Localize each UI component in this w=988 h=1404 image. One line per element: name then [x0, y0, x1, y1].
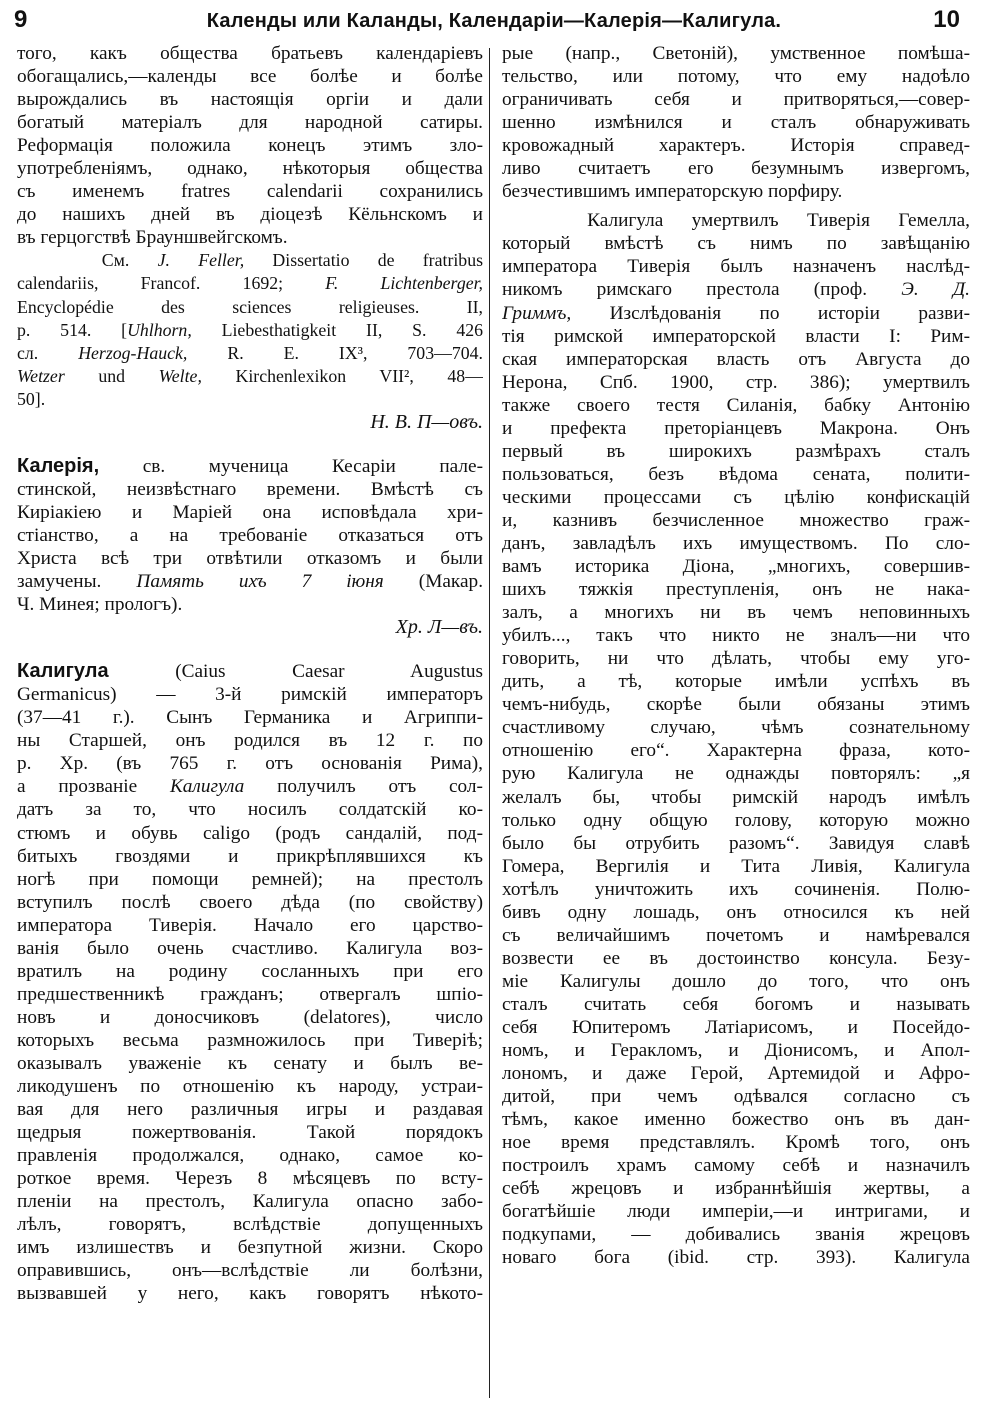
text-line: номъ, и Геракломъ, и Діонисомъ, и Апол- [502, 1040, 970, 1062]
text-line: подкупами, — добивались званія жрецовъ [502, 1224, 970, 1246]
entry-kaleria-first-line: Калерія, св. мученица Кесаріи пале- [17, 454, 483, 477]
text-line: было бы отрубить разомъ“. Завидуя славѣ [502, 832, 970, 854]
text-line: ногѣ при помощи ремней); на престолъ [17, 868, 483, 890]
text-line: ное время представлялъ. Кромѣ того, онъ [502, 1132, 970, 1154]
text-line: построилъ храмъ самому себѣ и назначилъ [502, 1155, 970, 1177]
text-line: шихъ тяжкія преступленія, онъ не нака- [502, 579, 970, 601]
text-line: вырождались въ настоящія оргіи и дали [17, 89, 483, 111]
text-line: въ герцогствѣ Брауншвейгскомъ. [17, 227, 288, 249]
text-line: дитой, при чемъ одѣвался согласно съ [502, 1086, 970, 1108]
entry-headword: Калерія, [17, 454, 100, 477]
text-line: убилъ..., такъ что никто не зналъ—ни что [502, 625, 970, 647]
text-line: роткое время. Черезъ 8 мѣсяцевъ по всту- [17, 1168, 483, 1190]
text-line: новъ и доносчиковъ (delatores), число [17, 1006, 483, 1028]
text-line: новаго бога (ibid. стр. 393). Калигула [502, 1247, 970, 1269]
text-line: а прозваніе Калигула получилъ отъ сол- [17, 776, 483, 798]
text-line: чемъ-нибудь, скорѣе были обязаны этимъ [502, 694, 970, 716]
text-line: щедрыя пожертвованія. Такой порядокъ [17, 1122, 483, 1144]
text-line: отношенію его“. Характерна фраза, кото- [502, 740, 970, 762]
text-line: желалъ бы, чтобы римскій народъ имѣлъ [502, 786, 970, 808]
text-line: никомъ римскаго престола (проф. Э. Д. [502, 279, 970, 301]
text-line: вратилъ на родину сосланныхъ при его [17, 960, 483, 982]
text-line: богатый матеріалъ для народной сатиры. [17, 112, 483, 134]
reference-line: Encyclopédie des sciences religieuses. II, [17, 296, 483, 317]
text-line: вызвавшей у него, какъ говорятъ нѣкото- [17, 1283, 483, 1305]
text-line: Нерона, Спб. 1900, стр. 386); умертвилъ [502, 371, 970, 393]
reference-line: Wetzer und Welte, Kirchenlexikon VII², 48— [17, 365, 483, 386]
page-header [0, 0, 988, 40]
author-signature: Хр. Л—въ. [395, 616, 483, 639]
text-line: Гриммъ, Изслѣдованія по исторіи разви- [502, 302, 970, 324]
text-line: Калигула умертвилъ Тиверія Гемелла, [587, 210, 970, 232]
text-line: пленіи на престолъ, Калигула опасно забо- [17, 1191, 483, 1213]
text-line: стинской, неизвѣстнаго времени. Вмѣстѣ съ [17, 478, 483, 500]
running-title: Календы или Каланды, Календаріи—Калерія—Калигула. [206, 10, 782, 32]
text-line: ванія было очень счастливо. Калигула воз- [17, 937, 483, 959]
text-line: себя Юпитеромъ Латіарисомъ, и Посейдо- [502, 1016, 970, 1038]
page-number-left: 9 [14, 6, 28, 33]
text-line: Germanicus) — 3-й римскій императоръ [17, 684, 483, 706]
text-line: кровожадный характеръ. Исторія справед- [502, 135, 970, 157]
text-line: имъ излишествъ и безпутной жизни. Скоро [17, 1237, 483, 1259]
text-line: Реформація положила конецъ этимъ зло- [17, 135, 483, 157]
text-line: съ величайшимъ почетомъ и намѣревался [502, 924, 970, 946]
left-column [17, 42, 483, 1305]
text-line: тія римской императорской власти I: Рим- [502, 325, 970, 347]
text-line: Ч. Минея; прологъ). [17, 594, 183, 616]
text-line: сталъ считать себя богомъ и называть [502, 993, 970, 1015]
text-line: богатѣйшіе люди имперіи,—и интригами, и [502, 1201, 970, 1223]
text-line: рые (напр., Светоній), умственное помѣша- [502, 43, 970, 64]
text-line: вамъ историка Діона, „многихъ, совершив- [502, 556, 970, 578]
page-number-right: 10 [933, 6, 960, 33]
text-line: лономъ, и даже Герой, Артемидой и Афро- [502, 1063, 970, 1085]
text-line: Киріакіею и Маріей она исповѣдала хри- [17, 501, 483, 523]
text-line: правленія продолжался, однако, самое ко- [17, 1145, 483, 1167]
reference-line: См. J. Feller, Dissertatio de fratribus [101, 250, 483, 271]
text-line: себѣ жрецовъ и избраннѣйшія жертвы, а [502, 1178, 970, 1200]
text-line: также своего тестя Силанія, бабку Антонію [502, 394, 970, 416]
text-line: міе Калигулы дошло до того, что онъ [502, 970, 970, 992]
text-line: оправившись, онъ—вслѣдствіе ли болѣзни, [17, 1260, 483, 1282]
text-line: вая для него различныя игры и раздавая [17, 1099, 483, 1121]
text-line: которыхъ весьма размножилось при Тиверіѣ; [17, 1029, 483, 1051]
text-line: замучены. Память ихъ 7 іюня (Макар. [17, 571, 483, 593]
text-line: съ именемъ fratres calendarii сохранились [17, 181, 483, 203]
text-line: употребленіямъ, однако, нѣкоторыя общества [17, 158, 483, 180]
reference-line: 50]. [17, 388, 46, 409]
text-line: первый въ широкихъ размѣрахъ сталъ [502, 440, 970, 462]
text-line: шенно измѣнился и сталъ обнаруживать [502, 112, 970, 134]
text-line: лѣлъ, говорятъ, вслѣдствіе допущенныхъ [17, 1214, 483, 1236]
text-line: хотѣлъ уничтожить ихъ сочиненія. Полю- [502, 878, 970, 900]
reference-line: сл. Herzog-Hauck, R. E. IX³, 703—704. [17, 342, 483, 363]
text-line: возвести ее въ достоинство консула. Безу- [502, 947, 970, 969]
text-line: ликодушенъ по отношенію къ народу, устраи- [17, 1076, 483, 1098]
text-line: оказывалъ уваженіе къ сенату и былъ ве- [17, 1052, 483, 1074]
text-line: Гомера, Вергилія и Тита Ливія, Калигула [502, 855, 970, 877]
text-line: который вмѣстѣ съ нимъ по завѣщанію [502, 233, 970, 255]
text-line: императора Тиверія былъ назначенъ наслѣд- [502, 256, 970, 278]
text-line: пользоваться, безъ вѣдома сената, полити- [502, 463, 970, 485]
text-line: обогащались,—календы все болѣе и болѣе [17, 66, 483, 88]
text-line: р. Хр. (въ 765 г. отъ основанія Рима), [17, 753, 483, 775]
author-signature: Н. В. П—овъ. [370, 410, 483, 433]
text-line: предшественникѣ гражданъ; отвергалъ шпіо- [17, 983, 483, 1005]
text-line: рую Калигула не однажды повторялъ: „я [502, 763, 970, 785]
text-line: ческими процессами съ цѣлію конфискацій [502, 486, 970, 508]
text-line: ская императорская власть отъ Августа до [502, 348, 970, 370]
text-line: до нашихъ дней въ діоцезѣ Кёльнскомъ и [17, 204, 483, 226]
text-line: (37—41 г.). Сынъ Германика и Агриппи- [17, 707, 483, 729]
text-line: императора Тиверія. Начало его царство- [17, 914, 483, 936]
column-divider [489, 48, 490, 1398]
text-line: бивъ одну лошадь, онъ относился къ ней [502, 901, 970, 923]
text-line: битыхъ гвоздями и прикрѣплявшихся къ [17, 845, 483, 867]
text-line: данъ, завладѣлъ ихъ имуществомъ. По сло- [502, 532, 970, 554]
entry-kaligula-first-line: Калигула (Caius Caesar Augustus [17, 660, 483, 683]
text-line: только одну общую голову, которую можно [502, 809, 970, 831]
text-line: залъ, а многихъ ни въ чемъ неповинныхъ [502, 602, 970, 624]
text-line: тельство, или потому, что ему надоѣло [502, 66, 970, 88]
text-line: тѣмъ, какое именно божество онъ въ дан- [502, 1109, 970, 1131]
text-line: безчестившимъ императорскую порфиру. [502, 181, 843, 203]
text-line: и, казнивъ безчисленное множество граж- [502, 509, 970, 531]
text-line: того, какъ общества братьевъ календаріевъ [17, 43, 483, 64]
text-line: дить, а тѣ, которые имѣли успѣхъ въ [502, 671, 970, 693]
text-line: говорить, ни что дѣлать, чтобы ему уго- [502, 648, 970, 670]
right-column [502, 42, 970, 1293]
text-line [502, 1269, 970, 1292]
reference-line: calendariis, Francof. 1692; F. Lichtenberger, [17, 273, 483, 294]
text-line: вступилъ послѣ своего дѣда (по свойству) [17, 891, 483, 913]
text-line: ны Старшей, онъ родился въ 12 г. по [17, 730, 483, 752]
text-line: ливо считаетъ его безумнымъ извергомъ, [502, 158, 970, 180]
text-line: ограничивать себя и притворяться,—совер- [502, 89, 970, 111]
reference-line: p. 514. [Uhlhorn, Liebesthatigkeit II, S. 426 [17, 319, 483, 340]
entry-headword: Калигула [17, 660, 109, 683]
text-line: и префекта преторіанцевъ Макрона. Онъ [502, 417, 970, 439]
text-line: стюмъ и обувь caligo (родъ сандалій, под- [17, 822, 483, 844]
text-line: счастливому случаю, чѣмъ сознательному [502, 717, 970, 739]
text-line: стіанство, а на требованіе отказаться отъ [17, 524, 483, 546]
text-line: датъ за то, что носилъ солдатскій ко- [17, 799, 483, 821]
text-line: Христа всѣ три отвѣтили отказомъ и были [17, 547, 483, 569]
